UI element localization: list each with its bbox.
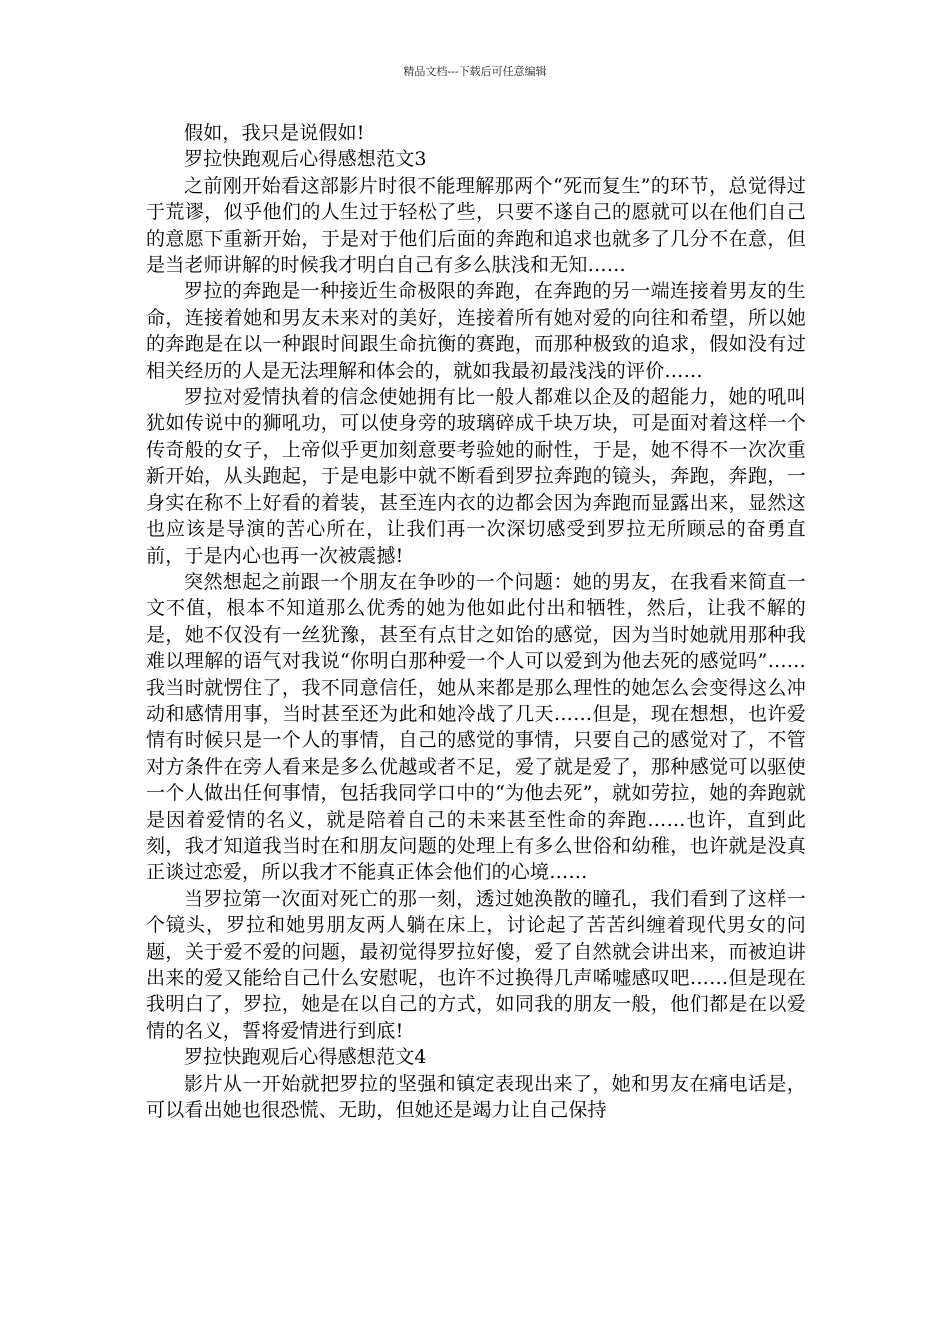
section-heading: 罗拉快跑观后心得感想范文3 [184, 148, 427, 171]
paragraph: 之前刚开始看这部影片时很不能理解那两个“死而复生”的环节，总觉得过于荒谬，似乎他们的人生过于轻松了些，只要不遂自己的愿就可以在他们自己的意愿下重新开始，于是对于他们后面的奔跑和追求也就多了几分不在意，但是当老师讲解的时候我才明白自己有多么肤浅和无知…… [146, 174, 806, 277]
paragraph: 影片从一开始就把罗拉的坚强和镇定表现出来了，她和男友在痛电话是，可以看出她也很恐慌、无助，但她还是竭力让自己保持 [146, 1072, 806, 1122]
section-heading: 罗拉快跑观后心得感想范文4 [184, 1046, 427, 1069]
paragraph: 突然想起之前跟一个朋友在争吵的一个问题：她的男友，在我看来简直一文不值，根本不知道那么优秀的她为他如此付出和牺牲，然后，让我不解的是，她不仅没有一丝犹豫，甚至有点甘之如饴的感觉，因为当时她就用那种我难以理解的语气对我说“你明白那种爱一个人可以爱到为他去死的感觉吗”……我当时就愣住了，我不同意信任，她从来都是那么理性的她怎么会变得这么冲动和感情用事，当时甚至还为此和她冷战了几天……但是，现在想想，也许爱情有时候只是一个人的事情，自己的感觉的事情，只要自己的感觉对了，不管对方条件在旁人看来是多么优越或者不足，爱了就是爱了，那种感觉可以驱使一个人做出任何事情，包括我同学口中的“为他去死”，就如劳拉，她的奔跑就是因着爱情的名义，就是陪着自己的未来甚至性命的奔跑……也许，直到此刻，我才知道我当时在和朋友问题的处理上有多么世俗和幼稚，也许就是没真正谈过恋爱，所以我才不能真正体会他们的心境…… [146, 570, 806, 884]
paragraph: 罗拉对爱情执着的信念使她拥有比一般人都难以企及的超能力，她的吼叫犹如传说中的狮吼功，可以使身旁的玻璃碎成千块万块，可是面对着这样一个传奇般的女子，上帝似乎更加刻意要考验她的耐性，于是，她不得不一次次重新开始，从头跑起，于是电影中就不断看到罗拉奔跑的镜头，奔跑，奔跑，一身实在称不上好看的着装，甚至连内衣的边都会因为奔跑而显露出来，显然这也应该是导演的苦心所在，让我们再一次深切感受到罗拉无所顾忌的奋勇直前，于是内心也再一次被震撼! [146, 386, 806, 567]
document-body [146, 120, 806, 1123]
paragraph: 当罗拉第一次面对死亡的那一刻，透过她涣散的瞳孔，我们看到了这样一个镜头，罗拉和她男朋友两人躺在床上，讨论起了苦苦纠缠着现代男女的问题，关于爱不爱的问题，最初觉得罗拉好傻，爱了自然就会讲出来，而被迫讲出来的爱又能给自己什么安慰呢，也许不过换得几声唏嘘感叹吧……但是现在我明白了，罗拉，她是在以自己的方式，如同我的朋友一般，他们都是在以爱情的名义，誓将爱情进行到底! [146, 887, 806, 1042]
paragraph: 假如，我只是说假如! [184, 122, 365, 144]
page-header: 精品文档---下载后可任意编辑 [403, 65, 547, 78]
paragraph: 罗拉的奔跑是一种接近生命极限的奔跑，在奔跑的另一端连接着男友的生命，连接着她和男友未来对的美好，连接着所有她对爱的向往和希望，所以她的奔跑是在以一种跟时间跟生命抗衡的赛跑，而那种极致的追求，假如没有过相关经历的人是无法理解和体会的，就如我最初最浅浅的评价…… [146, 280, 806, 382]
